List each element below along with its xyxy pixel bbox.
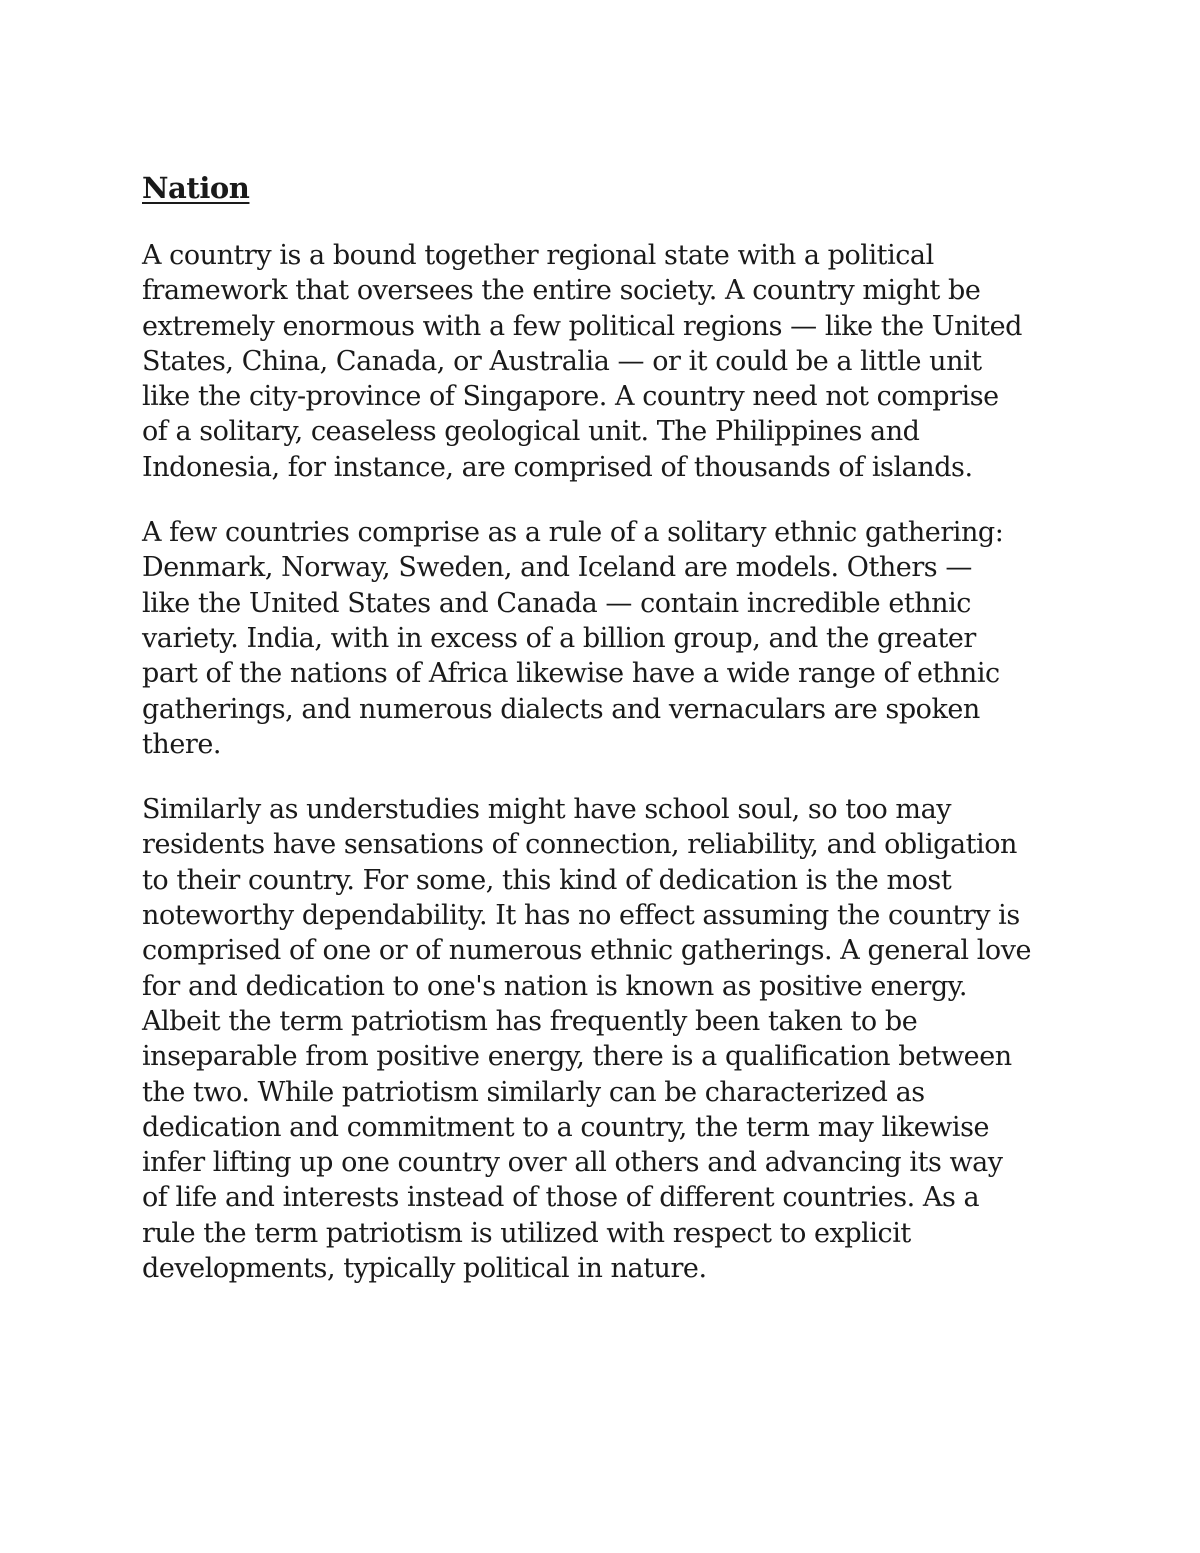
text-line: Similarly as understudies might have school soul, so too may xyxy=(142,794,952,826)
document-body xyxy=(142,168,1072,1286)
text-line: Denmark, Norway, Sweden, and Iceland are models. Others — xyxy=(142,552,972,584)
text-line: of life and interests instead of those of different countries. As a xyxy=(142,1182,980,1214)
text-line: noteworthy dependability. It has no effect assuming the country is xyxy=(142,900,1020,932)
text-line: A country is a bound together regional state with a political xyxy=(142,240,934,271)
text-line: gatherings, and numerous dialects and vernaculars are spoken xyxy=(142,693,980,725)
text-line: extremely enormous with a few political regions — like the United xyxy=(142,310,1022,342)
text-line: dedication and commitment to a country, the term may likewise xyxy=(142,1111,990,1143)
text-line: States, China, Canada, or Australia — or it could be a little unit xyxy=(142,345,982,377)
text-line: inseparable from positive energy, there is a qualification between xyxy=(142,1041,1012,1073)
text-line: there. xyxy=(142,728,221,760)
text-line: for and dedication to one's nation is known as positive energy. xyxy=(142,970,968,1002)
text-line: like the city-province of Singapore. A country need not comprise xyxy=(142,381,999,413)
text-line: like the United States and Canada — contain incredible ethnic xyxy=(142,587,971,619)
text-line: framework that oversees the entire society. A country might be xyxy=(142,275,981,307)
text-line: infer lifting up one country over all others and advancing its way xyxy=(142,1147,1003,1179)
text-line: part of the nations of Africa likewise have a wide range of ethnic xyxy=(142,658,1000,690)
paragraph-1 xyxy=(142,238,1072,485)
text-line: A few countries comprise as a rule of a solitary ethnic gathering: xyxy=(142,517,1004,549)
paragraph-3 xyxy=(142,792,1072,1286)
text-line: the two. While patriotism similarly can be characterized as xyxy=(142,1076,925,1108)
paragraph-2 xyxy=(142,515,1072,762)
text-line: Albeit the term patriotism has frequently been taken to be xyxy=(142,1005,918,1037)
text-line: residents have sensations of connection, reliability, and obligation xyxy=(142,829,1017,861)
text-line: to their country. For some, this kind of dedication is the most xyxy=(142,864,952,896)
text-line: rule the term patriotism is utilized with respect to explicit xyxy=(142,1217,911,1249)
text-line: of a solitary, ceaseless geological unit. The Philippines and xyxy=(142,416,920,448)
text-line: developments, typically political in nature. xyxy=(142,1253,707,1285)
document-title: Nation xyxy=(142,171,250,205)
text-line: variety. India, with in excess of a billion group, and the greater xyxy=(142,622,976,654)
text-line: Indonesia, for instance, are comprised of thousands of islands. xyxy=(142,451,973,483)
text-line: comprised of one or of numerous ethnic gatherings. A general love xyxy=(142,935,1032,967)
